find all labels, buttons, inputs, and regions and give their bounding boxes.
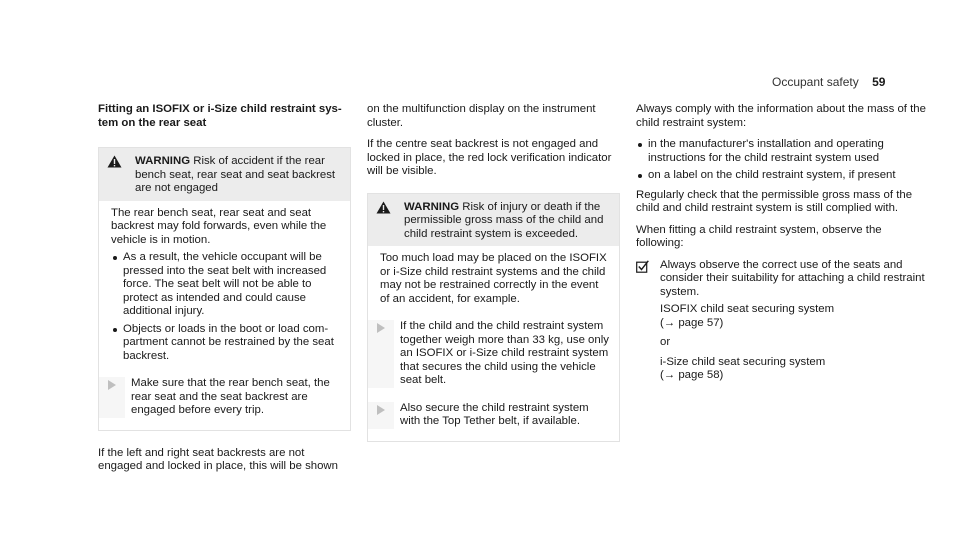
warning-box	[98, 147, 351, 431]
body-paragraph: If the centre seat backrest is not engaged and locked in place, the red lock verification indicator will be visible.	[367, 138, 612, 177]
action-step	[368, 402, 619, 433]
body-paragraph: on the multifunction display on the instrument cluster.	[367, 103, 596, 129]
body-paragraph: Always comply with the information about the mass of the child restraint system:	[636, 103, 926, 129]
page-number: 59	[872, 75, 886, 89]
warning-header	[368, 194, 619, 247]
warning-body	[368, 246, 619, 441]
warning-text: Too much load may be placed on the ISOFIX or i-Size child restraint systems and the child may not be restrained correctly in the event of an accident, for example.	[380, 252, 607, 305]
body-paragraph: If the left and right seat backrests are not engaged and locked in place, this will be shown	[98, 446, 338, 472]
check-item-text: Always observe the correct use of the seats and consider their suitability for attaching a child restraint system.	[660, 258, 925, 298]
body-paragraph: When fitting a child restraint system, observe the following:	[636, 223, 882, 249]
bullet-list	[636, 138, 926, 183]
check-item	[636, 259, 926, 300]
isofix-page-link[interactable]: (→ page 57)	[660, 316, 724, 329]
list-item: Objects or loads in the boot or load compartment cannot be restrained by the seat backrest.	[111, 323, 342, 364]
page-header	[772, 75, 932, 89]
warning-title: Risk of accident if the rear bench seat, rear seat and seat backrest are not engaged	[135, 155, 336, 194]
warning-text: The rear bench seat, rear seat and seat backrest may fold forwards, even while the vehicle is in motion.	[111, 206, 327, 246]
section-title: Occupant safety	[772, 75, 859, 89]
list-item: on a label on the child restraint system, if present	[636, 169, 926, 183]
action-step	[368, 320, 619, 392]
warning-body	[99, 201, 350, 430]
action-arrow-icon	[108, 380, 116, 390]
or-label: or	[660, 336, 671, 348]
warning-label: WARNING	[135, 155, 191, 167]
action-step	[99, 377, 350, 422]
checkbox-tick-icon	[636, 259, 650, 300]
warning-triangle-icon	[376, 201, 392, 242]
section-heading: Fitting an ISOFIX or i-Size child restraint system on the rear seat	[98, 103, 342, 129]
action-text: Also secure the child restraint system with the Top Tether belt, if available.	[400, 401, 589, 427]
column-1	[98, 103, 351, 482]
isize-page-link[interactable]: (→ page 58)	[660, 369, 724, 381]
column-2	[367, 103, 620, 442]
action-arrow-icon	[377, 323, 385, 333]
column-3	[636, 103, 926, 389]
warning-box	[367, 193, 620, 442]
list-item: As a result, the vehicle occupant will be pressed into the seat belt with increased force. The seat belt will not be able to protect as intended and could cause additional injury.	[111, 251, 342, 319]
reference-list	[636, 303, 926, 383]
action-arrow-icon	[377, 405, 385, 415]
warning-triangle-icon	[107, 155, 123, 196]
action-text: If the child and the child restraint system together weigh more than 33 kg, use only an ISOFIX or i-Size child restraint system that secures the child using the vehicle seat belt.	[400, 320, 609, 386]
warning-label: WARNING	[404, 200, 460, 213]
warning-bullets	[111, 251, 342, 363]
action-text: Make sure that the rear bench seat, the rear seat and the seat backrest are engaged before every trip.	[131, 377, 330, 416]
list-item: in the manufacturer's installation and operating instructions for the child restraint system used	[636, 138, 926, 165]
warning-title: Risk of injury or death if the permissible gross mass of the child and child restraint system is exceeded.	[404, 200, 604, 240]
body-paragraph: Regularly check that the permissible gross mass of the child and child restraint system is still complied with.	[636, 188, 913, 214]
warning-header	[99, 148, 350, 201]
isize-label: i-Size child seat securing system	[660, 355, 826, 368]
isofix-label: ISOFIX child seat securing system	[660, 303, 835, 315]
